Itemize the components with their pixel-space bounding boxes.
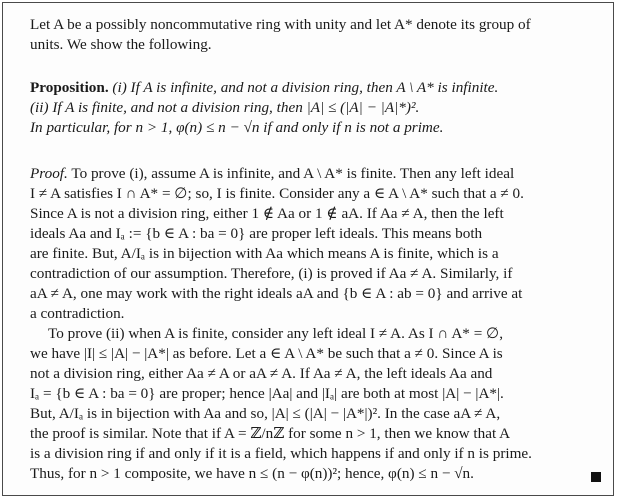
proof-line: Proof. To prove (i), assume A is infinite, and A \ A* is finite. Then any left ideal bbox=[30, 165, 515, 182]
proposition-label: Proposition. bbox=[30, 79, 109, 96]
qed-square-icon bbox=[591, 472, 601, 482]
proof-line: To prove (ii) when A is finite, consider any left ideal I ≠ A. As I ∩ A* = ∅, bbox=[48, 325, 504, 342]
proof-line: a contradiction. bbox=[30, 305, 125, 322]
proof-line: we have |I| ≤ |A| − |A*| as before. Let a ∈ A \ A* be such that a ≠ 0. Since A is bbox=[30, 345, 503, 362]
intro-line: Let A be a possibly noncommutative ring with unity and let A* denote its group of bbox=[30, 16, 531, 33]
proof-line: But, A/Iₐ is in bijection with Aa and so, |A| ≤ (|A| − |A*|)². In the case aA ≠ A, bbox=[30, 405, 501, 422]
proof-line: the proof is similar. Note that if A = ℤ/nℤ for some n > 1, then we know that A bbox=[30, 425, 511, 442]
paper-excerpt bbox=[2, 2, 614, 496]
proof-line: not a division ring, either Aa ≠ A or aA ≠ A. If Aa ≠ A, the left ideals Aa and bbox=[30, 365, 493, 382]
proof-line: is a division ring if and only if it is a field, which happens if and only if n is prime. bbox=[30, 445, 532, 462]
proposition-statement-i: (i) If A is infinite, and not a division ring, then A \ A* is infinite. bbox=[112, 79, 499, 96]
proof-line: ideals Aa and Iₐ := {b ∈ A : ba = 0} are proper left ideals. This means both bbox=[30, 225, 483, 242]
proposition-line bbox=[30, 118, 443, 137]
proof-label: Proof. bbox=[30, 165, 68, 182]
proposition-line bbox=[30, 98, 419, 117]
intro-line: units. We show the following. bbox=[30, 36, 212, 53]
proof-line: Thus, for n > 1 composite, we have n ≤ (n − φ(n))²; hence, φ(n) ≤ n − √n. bbox=[30, 465, 474, 482]
proof-line: Iₐ = {b ∈ A : ba = 0} are proper; hence |Aa| and |Iₐ| are both at most |A| − |A*|. bbox=[30, 385, 504, 402]
proof-line: Since A is not a division ring, either 1 ∉ Aa or 1 ∉ aA. If Aa ≠ A, then the left bbox=[30, 205, 504, 222]
proof-line: aA ≠ A, one may work with the right ideals aA and {b ∈ A : ab = 0} and arrive at bbox=[30, 285, 523, 302]
proof-line: I ≠ A satisfies I ∩ A* = ∅; so, I is finite. Consider any a ∈ A \ A* such that a ≠ 0. bbox=[30, 185, 524, 202]
proof-line: contradiction of our assumption. Therefore, (i) is proved if Aa ≠ A. Similarly, if bbox=[30, 265, 513, 282]
proof-line: are finite. But, A/Iₐ is in bijection with Aa which means A is finite, which is a bbox=[30, 245, 499, 262]
proposition-corollary: In particular, for n > 1, φ(n) ≤ n − √n if and only if n is not a prime. bbox=[30, 119, 444, 136]
proposition-statement-ii: (ii) If A is finite, and not a division ring, then |A| ≤ (|A| − |A|*)². bbox=[30, 99, 420, 116]
proposition-line bbox=[30, 78, 498, 97]
